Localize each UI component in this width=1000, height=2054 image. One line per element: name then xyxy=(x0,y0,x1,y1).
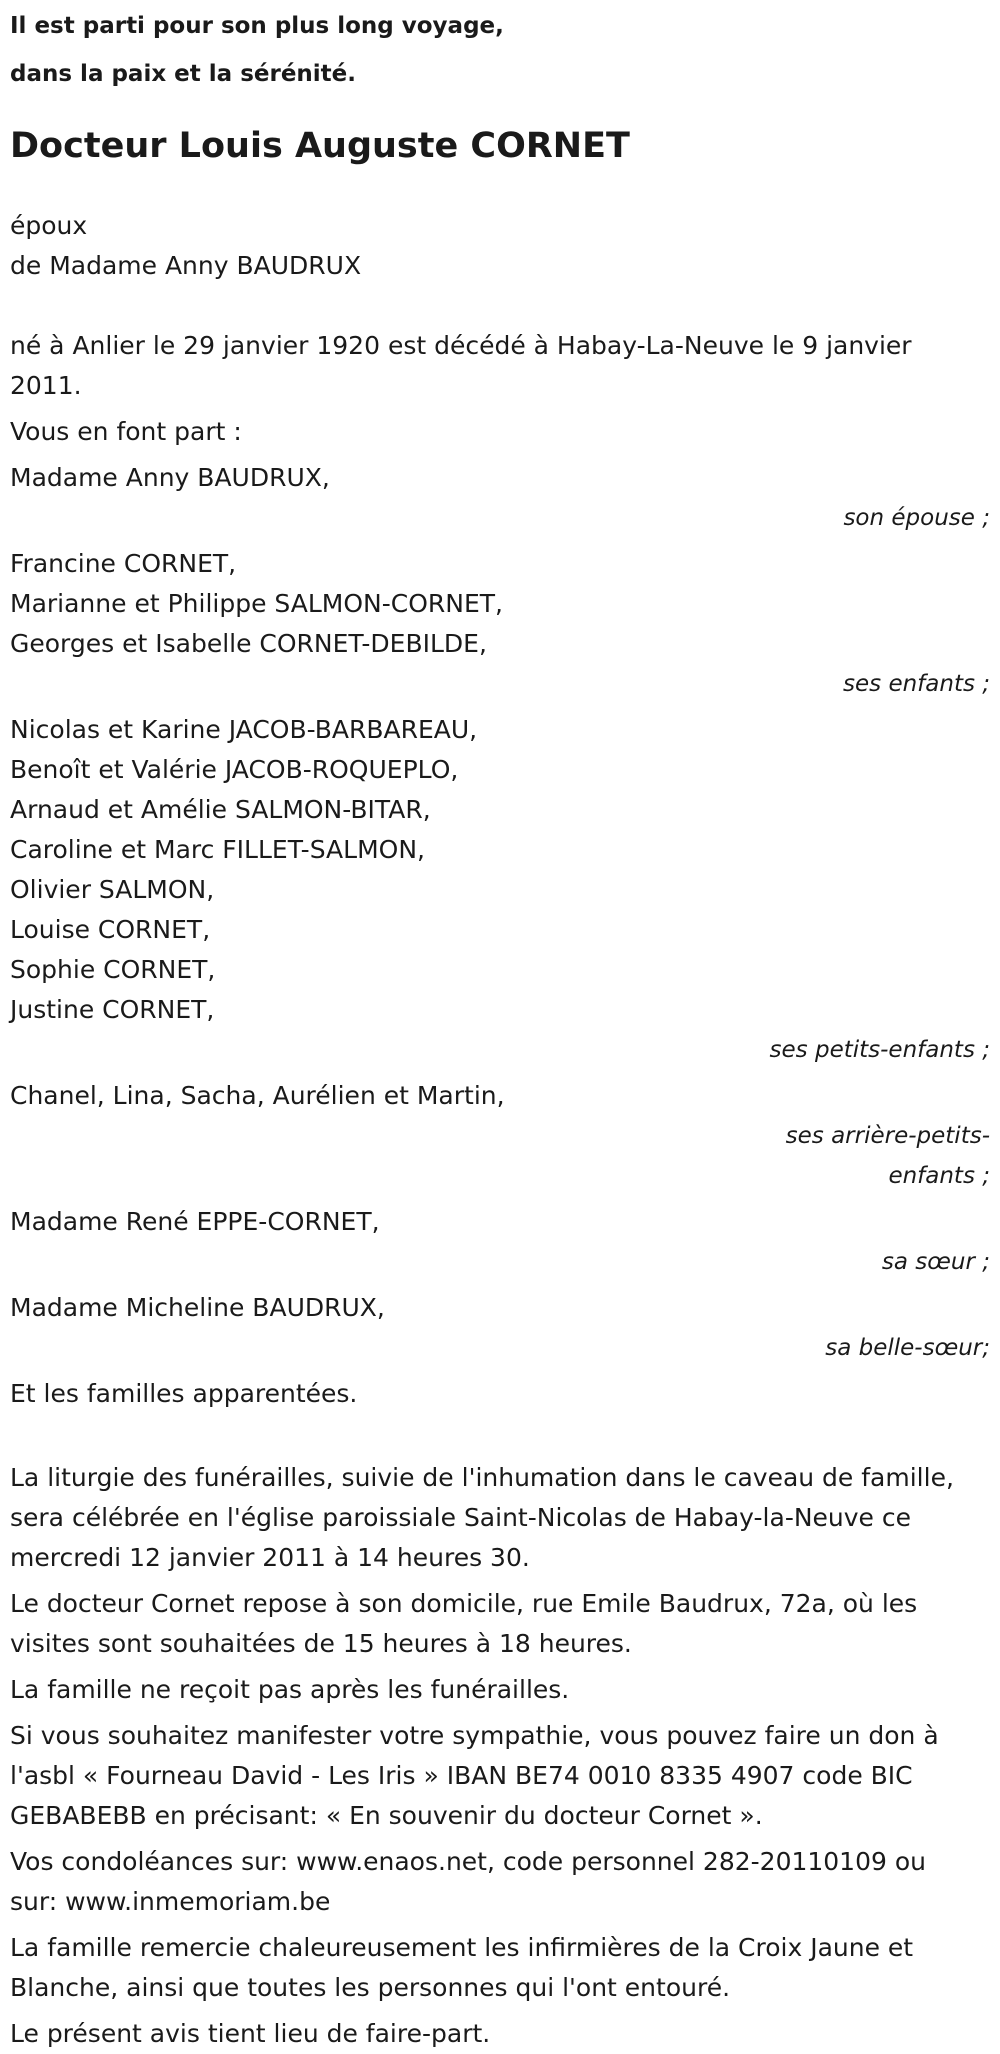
relative-name: Sophie CORNET, xyxy=(10,955,216,984)
relative-name: Francine CORNET, xyxy=(10,549,237,578)
relative-name: Nicolas et Karine JACOB-BARBAREAU, xyxy=(10,715,478,744)
relationship-label: sa belle-sœur; xyxy=(825,1335,990,1361)
announcement-line: Vous en font part : xyxy=(10,417,242,446)
relative-name: Justine CORNET, xyxy=(10,995,215,1024)
spouse-name: de Madame Anny BAUDRUX xyxy=(10,251,362,280)
birth-death-statement: né à Anlier le 29 janvier 1920 est décédé à Habay-La-Neuve le 9 janvier 2011. xyxy=(10,331,912,400)
notice-paragraph: Le présent avis tient lieu de faire-part. xyxy=(10,2019,491,2048)
relative-name: Georges et Isabelle CORNET-DEBILDE, xyxy=(10,629,487,658)
deceased-name: Docteur Louis Auguste CORNET xyxy=(10,126,630,166)
spouse-block xyxy=(10,206,990,286)
notice-paragraph: La famille ne reçoit pas après les funérailles. xyxy=(10,1675,570,1704)
relative-name: Benoît et Valérie JACOB-ROQUEPLO, xyxy=(10,755,459,784)
relative-name: Chanel, Lina, Sacha, Aurélien et Martin, xyxy=(10,1081,505,1110)
relatives-list xyxy=(10,458,990,1368)
notice-paragraph: La liturgie des funérailles, suivie de l'inhumation dans le caveau de famille, sera célébrée en l'église paroissiale Saint-Nicolas de Habay-la-Neuve ce mercredi 12 janvier 2011 à 14 heures 30. xyxy=(10,1463,954,1572)
intro-verse xyxy=(10,0,990,98)
intro-line-1: Il est parti pour son plus long voyage, xyxy=(10,13,504,39)
relative-group xyxy=(10,710,990,1070)
relative-name: Madame Micheline BAUDRUX, xyxy=(10,1293,385,1322)
relative-group xyxy=(10,544,990,704)
relationship-label: ses arrière-petits-enfants ; xyxy=(785,1123,990,1189)
funeral-details xyxy=(10,1458,990,2054)
relative-group xyxy=(10,1288,990,1368)
relationship-label: sa sœur ; xyxy=(881,1249,990,1275)
relative-name: Caroline et Marc FILLET-SALMON, xyxy=(10,835,425,864)
relationship-label: son épouse ; xyxy=(843,505,990,531)
relative-name: Olivier SALMON, xyxy=(10,875,215,904)
relative-name: Louise CORNET, xyxy=(10,915,211,944)
relative-group xyxy=(10,1076,990,1196)
relative-name: Madame Anny BAUDRUX, xyxy=(10,463,330,492)
notice-paragraph: La famille remercie chaleureusement les infirmières de la Croix Jaune et Blanche, ainsi que toutes les personnes qui l'ont entouré. xyxy=(10,1933,914,2002)
notice-paragraph: Vos condoléances sur: www.enaos.net, code personnel 282-20110109 ou sur: www.inmemoriam.be xyxy=(10,1847,926,1916)
relative-group xyxy=(10,458,990,538)
notice-paragraph: Le docteur Cornet repose à son domicile, rue Emile Baudrux, 72a, où les visites sont souhaitées de 15 heures à 18 heures. xyxy=(10,1589,918,1658)
relative-name: Madame René EPPE-CORNET, xyxy=(10,1207,380,1236)
relationship-label: ses enfants ; xyxy=(843,671,990,697)
notice-paragraph: Si vous souhaitez manifester votre sympathie, vous pouvez faire un don à l'asbl « Fourneau David - Les Iris » IBAN BE74 0010 8335 4907 code BIC GEBABEBB en précisant: « En souvenir du docteur Cornet ». xyxy=(10,1721,939,1830)
relative-group xyxy=(10,1202,990,1282)
spouse-label: époux xyxy=(10,211,88,240)
relative-name: Marianne et Philippe SALMON-CORNET, xyxy=(10,589,503,618)
intro-line-2: dans la paix et la sérénité. xyxy=(10,61,357,87)
related-families: Et les familles apparentées. xyxy=(10,1379,358,1408)
relationship-label: ses petits-enfants ; xyxy=(769,1037,990,1063)
relative-name: Arnaud et Amélie SALMON-BITAR, xyxy=(10,795,431,824)
